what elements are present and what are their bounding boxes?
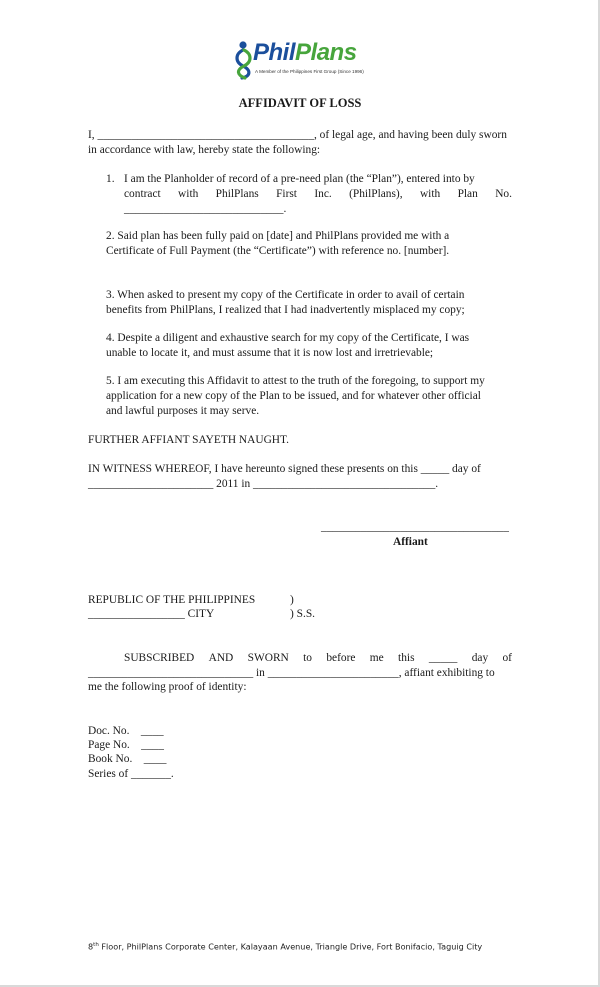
jurat-line-1-word: me bbox=[369, 652, 384, 664]
doc-no-field: Doc. No. ____ bbox=[88, 725, 164, 737]
item-1-line-2-word: Inc. bbox=[314, 188, 332, 200]
series-field: Series of _______. bbox=[88, 768, 174, 780]
item-1-line-2-word: Plan bbox=[457, 188, 478, 200]
jurat-line-1-word: SUBSCRIBED bbox=[124, 652, 195, 664]
venue-paren-1: ) bbox=[290, 594, 294, 606]
logo-word-phil: Phil bbox=[253, 39, 296, 66]
affiant-label: Affiant bbox=[393, 536, 428, 548]
item-2-line-1: 2. Said plan has been fully paid on [date] and PhilPlans provided me with a bbox=[106, 230, 450, 242]
item-5-line-1: 5. I am executing this Affidavit to attest to the truth of the foregoing, to support my bbox=[106, 375, 485, 387]
venue-city: _________________ CITY bbox=[88, 608, 215, 620]
jurat-line-1-word: AND bbox=[208, 652, 234, 664]
logo-word-plans: Plans bbox=[295, 39, 357, 66]
signature-line: _________________________________ bbox=[321, 521, 509, 533]
item-5-line-2: application for a new copy of the Plan to be issued, and for whatever other official bbox=[106, 390, 481, 402]
item-1-number: 1. bbox=[106, 173, 115, 185]
jurat-line-3: me the following proof of identity: bbox=[88, 681, 247, 693]
document-title: AFFIDAVIT OF LOSS bbox=[238, 96, 362, 110]
affiant-name-blank: ______________________________________ bbox=[97, 129, 314, 141]
item-1-line-2-word: with bbox=[178, 188, 199, 200]
jurat-line-1-word: _____ bbox=[428, 652, 458, 664]
witness-line-2: ______________________ 2011 in ________________________________. bbox=[88, 478, 439, 490]
page-no-field: Page No. ____ bbox=[88, 739, 164, 751]
footer-floor-number: 8 bbox=[88, 941, 94, 952]
ribbon-figure-icon bbox=[233, 40, 255, 80]
item-1-line-2-word: No. bbox=[495, 188, 512, 200]
jurat-line-1-word: this bbox=[398, 652, 415, 664]
jurat-line-1-word: day bbox=[471, 652, 489, 664]
intro-line-1 bbox=[88, 128, 507, 143]
logo-tagline: A Member of the Philippines First Group (Since 1996) bbox=[255, 69, 364, 74]
item-1-line-2-word: with bbox=[419, 188, 441, 200]
footer-address bbox=[88, 938, 482, 955]
venue-ss: ) S.S. bbox=[290, 608, 316, 620]
witness-line-1: IN WITNESS WHEREOF, I have hereunto signed these presents on this _____ day of bbox=[88, 463, 481, 475]
intro-i: I, bbox=[88, 129, 95, 141]
item-4-line-2: unable to locate it, and must assume that it is now lost and irretrievable; bbox=[106, 347, 434, 359]
item-3-line-2: benefits from PhilPlans, I realized that I had inadvertently misplaced my copy; bbox=[106, 304, 465, 316]
footer-floor-suffix: th bbox=[93, 942, 99, 948]
book-no-field: Book No. ____ bbox=[88, 753, 167, 765]
item-1-line-1: I am the Planholder of record of a pre-need plan (the “Plan”), entered into by bbox=[124, 173, 475, 185]
intro-line-1-end: , of legal age, and having been duly sworn bbox=[313, 129, 507, 141]
plan-number-blank: ____________________________. bbox=[124, 203, 287, 215]
jurat-line-1-word: to bbox=[303, 652, 312, 664]
venue-republic: REPUBLIC OF THE PHILIPPINES bbox=[88, 594, 256, 606]
intro-line-2: in accordance with law, hereby state the following: bbox=[88, 144, 321, 156]
jurat-line-1-word: before bbox=[326, 652, 356, 664]
item-1-line-2-word: (PhilPlans), bbox=[349, 188, 403, 200]
jurat-line-1-word: of bbox=[502, 652, 512, 664]
further-affiant-text: FURTHER AFFIANT SAYETH NAUGHT. bbox=[88, 434, 289, 446]
jurat-line-1 bbox=[124, 651, 512, 666]
item-1-line-2-word: First bbox=[276, 188, 297, 200]
item-2-line-2: Certificate of Full Payment (the “Certificate”) with reference no. [number]. bbox=[106, 245, 450, 257]
footer-address-text: Floor, PhilPlans Corporate Center, Kalayaan Avenue, Triangle Drive, Fort Bonifacio, Taguig City bbox=[98, 941, 483, 952]
item-1-line-2-word: PhilPlans bbox=[215, 188, 259, 200]
jurat-line-1-word: SWORN bbox=[247, 652, 289, 664]
logo-wordmark bbox=[253, 38, 357, 68]
item-1-line-2 bbox=[124, 187, 512, 202]
item-1-line-2-word: contract bbox=[124, 188, 161, 200]
item-5-line-3: and lawful purposes it may serve. bbox=[106, 405, 260, 417]
philplans-logo bbox=[233, 40, 383, 80]
jurat-line-2: _____________________________ in _______________________, affiant exhibiting to bbox=[88, 667, 495, 679]
item-4-line-1: 4. Despite a diligent and exhaustive search for my copy of the Certificate, I was bbox=[106, 332, 470, 344]
item-3-line-1: 3. When asked to present my copy of the Certificate in order to avail of certain bbox=[106, 289, 465, 301]
